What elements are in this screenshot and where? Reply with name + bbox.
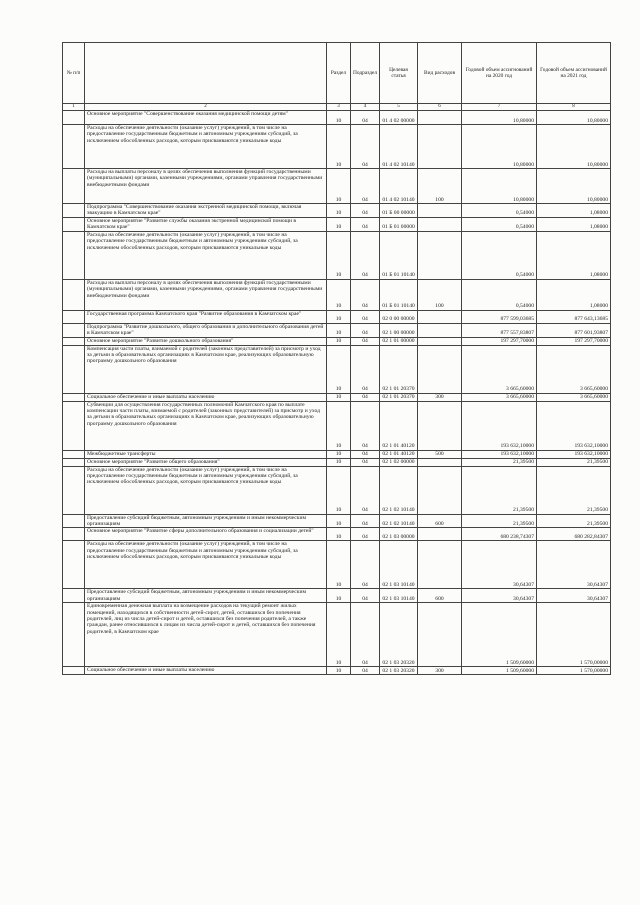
row-amount-2020-cell: 21,39500 — [462, 514, 537, 528]
row-name-cell: Государственная программа Камчатского края "Развитие образования в Камчатском крае" — [85, 310, 327, 323]
row-csr-cell: 02 1 01 40120 — [380, 450, 418, 458]
row-amount-2021-cell: 877 643,13685 — [537, 310, 611, 323]
row-amount-2020-cell: 193 632,10000 — [462, 450, 537, 458]
row-name-cell: Основное мероприятие "Развитие сферы дополнительного образования и социализации детей" — [85, 528, 327, 541]
table-row — [63, 231, 611, 279]
row-podrazdel-cell: 04 — [351, 204, 380, 218]
row-name-cell: Предоставление субсидий бюджетным, автономным учреждениям и иным некоммерческим организациям — [85, 589, 327, 603]
row-csr-cell: 01 Б 00 00000 — [380, 204, 418, 218]
row-amount-2020-cell: 0,54000 — [462, 279, 537, 310]
row-podrazdel-cell: 04 — [351, 345, 380, 393]
row-csr-cell: 02 1 03 20320 — [380, 667, 418, 675]
row-amount-2020-cell: 21,39500 — [462, 466, 537, 514]
row-csr-cell: 02 1 03 10140 — [380, 589, 418, 603]
row-podrazdel-cell: 04 — [351, 528, 380, 541]
row-razdel-cell: 10 — [327, 204, 351, 218]
row-amount-2020-cell: 193 632,10000 — [462, 401, 537, 450]
row-vr-cell — [418, 401, 462, 450]
row-num-cell — [63, 450, 85, 458]
row-name-cell: Расходы на выплаты персоналу в целях обеспечения выполнения функций государственными (муниципальными) органами, казенными учреждениями, органами управления государственными внебюджетными фондами — [85, 279, 327, 310]
row-amount-2021-cell: 30,64307 — [537, 541, 611, 589]
row-razdel-cell: 10 — [327, 401, 351, 450]
row-amount-2021-cell: 1,08000 — [537, 231, 611, 279]
row-amount-2020-cell: 10,80000 — [462, 169, 537, 204]
row-name-cell: Субвенции для осуществления государственных полномочий Камчатского края по выплате компенсации части платы, взимаемой с родителей (законных представителей) за присмотр и уход за детьми в образовательных организациях в Камчатском крае, реализующих образовательную программу дошкольного образования — [85, 401, 327, 450]
row-razdel-cell: 10 — [327, 337, 351, 345]
row-num-cell — [63, 393, 85, 401]
header-year-2020: Годовой объем ассигнований на 2020 год — [462, 43, 537, 104]
row-podrazdel-cell: 04 — [351, 125, 380, 169]
row-amount-2021-cell: 1,08000 — [537, 204, 611, 218]
row-num-cell — [63, 345, 85, 393]
row-amount-2021-cell: 21,39500 — [537, 458, 611, 466]
col-number: 4 — [351, 104, 380, 111]
row-num-cell — [63, 589, 85, 603]
row-vr-cell: 300 — [418, 393, 462, 401]
row-amount-2021-cell: 21,39500 — [537, 514, 611, 528]
row-razdel-cell: 10 — [327, 450, 351, 458]
row-vr-cell: 100 — [418, 169, 462, 204]
row-csr-cell: 02 1 02 10140 — [380, 466, 418, 514]
row-amount-2020-cell: 21,39500 — [462, 458, 537, 466]
col-number: 8 — [537, 104, 611, 111]
row-csr-cell: 02 1 01 20370 — [380, 393, 418, 401]
row-razdel-cell: 10 — [327, 541, 351, 589]
row-name-cell: Основное мероприятие "Развитие общего образования" — [85, 458, 327, 466]
row-name-cell: Расходы на выплаты персоналу в целях обеспечения выполнения функций государственными (муниципальными) органами, казенными учреждениями, органами управления государственными внебюджетными фондами — [85, 169, 327, 204]
row-vr-cell — [418, 603, 462, 667]
row-amount-2020-cell: 30,64307 — [462, 589, 537, 603]
row-name-cell: Подпрограмма "Совершенствование оказания экстренной медицинской помощи, включая эвакуацию в Камчатском крае" — [85, 204, 327, 218]
row-podrazdel-cell: 04 — [351, 310, 380, 323]
row-amount-2020-cell: 0,54000 — [462, 204, 537, 218]
row-csr-cell: 02 1 00 00000 — [380, 323, 418, 337]
row-num-cell — [63, 466, 85, 514]
row-name-cell: Расходы на обеспечение деятельности (оказание услуг) учреждений, в том числе на предоставление государственным бюджетным и автономным учреждениям субсидий, за исключением обособленных расходов, которым присваиваются уникальные коды — [85, 125, 327, 169]
row-csr-cell: 02 1 02 10140 — [380, 514, 418, 528]
row-num-cell — [63, 458, 85, 466]
row-amount-2021-cell: 10,80000 — [537, 169, 611, 204]
row-name-cell: Подпрограмма "Развитие дошкольного, общего образования и дополнительного образования детей в Камчатском крае" — [85, 323, 327, 337]
row-vr-cell — [418, 528, 462, 541]
row-amount-2021-cell: 193 632,10000 — [537, 401, 611, 450]
row-amount-2021-cell: 1 570,00000 — [537, 667, 611, 675]
row-vr-cell: 600 — [418, 514, 462, 528]
row-amount-2020-cell: 877 557,83807 — [462, 323, 537, 337]
row-podrazdel-cell: 04 — [351, 217, 380, 231]
row-razdel-cell: 10 — [327, 466, 351, 514]
table-row — [63, 450, 611, 458]
row-csr-cell: 01 Б 01 10140 — [380, 231, 418, 279]
row-vr-cell: 100 — [418, 279, 462, 310]
row-podrazdel-cell: 04 — [351, 541, 380, 589]
row-amount-2021-cell: 1,08000 — [537, 279, 611, 310]
row-vr-cell: 500 — [418, 450, 462, 458]
row-amount-2021-cell: 197 297,70000 — [537, 337, 611, 345]
table-row — [63, 393, 611, 401]
row-podrazdel-cell: 04 — [351, 589, 380, 603]
row-csr-cell: 02 1 01 40120 — [380, 401, 418, 450]
budget-table — [62, 42, 611, 675]
column-number-row — [63, 104, 611, 111]
row-amount-2020-cell: 0,54000 — [462, 217, 537, 231]
row-num-cell — [63, 310, 85, 323]
row-csr-cell: 02 1 01 20370 — [380, 345, 418, 393]
header-year-2021: Годовой объем ассигнований на 2021 год — [537, 43, 611, 104]
row-podrazdel-cell: 04 — [351, 279, 380, 310]
col-number: 1 — [63, 104, 85, 111]
table-row — [63, 589, 611, 603]
table-row — [63, 603, 611, 667]
row-num-cell — [63, 514, 85, 528]
row-podrazdel-cell: 04 — [351, 231, 380, 279]
row-vr-cell — [418, 466, 462, 514]
header-num: № п/п — [63, 43, 85, 104]
row-vr-cell — [418, 323, 462, 337]
row-podrazdel-cell: 04 — [351, 401, 380, 450]
row-razdel-cell: 10 — [327, 231, 351, 279]
row-vr-cell — [418, 231, 462, 279]
row-vr-cell — [418, 458, 462, 466]
row-vr-cell — [418, 345, 462, 393]
row-amount-2020-cell: 1 509,60000 — [462, 603, 537, 667]
table-row — [63, 401, 611, 450]
table-row — [63, 667, 611, 675]
row-name-cell: Компенсация части платы, взимаемой с родителей (законных представителей) за присмотр и уход за детьми в образовательных организациях в Камчатском крае, реализующих образовательную программу дошкольного образования — [85, 345, 327, 393]
table-row — [63, 345, 611, 393]
row-razdel-cell: 10 — [327, 279, 351, 310]
row-amount-2021-cell: 21,39500 — [537, 466, 611, 514]
row-razdel-cell: 10 — [327, 125, 351, 169]
table-row — [63, 466, 611, 514]
row-razdel-cell: 10 — [327, 393, 351, 401]
row-vr-cell — [418, 541, 462, 589]
row-name-cell: Основное мероприятие "Развитие дошкольного образования" — [85, 337, 327, 345]
row-vr-cell — [418, 204, 462, 218]
row-amount-2021-cell: 10,80000 — [537, 125, 611, 169]
row-num-cell — [63, 204, 85, 218]
row-num-cell — [63, 279, 85, 310]
row-podrazdel-cell: 04 — [351, 603, 380, 667]
row-amount-2020-cell: 30,64307 — [462, 541, 537, 589]
row-amount-2021-cell: 30,64307 — [537, 589, 611, 603]
row-name-cell: Социальное обеспечение и иные выплаты населению — [85, 667, 327, 675]
header-razdel: Раздел — [327, 43, 351, 104]
row-razdel-cell: 10 — [327, 458, 351, 466]
row-razdel-cell: 10 — [327, 345, 351, 393]
row-name-cell: Межбюджетные трансферты — [85, 450, 327, 458]
row-razdel-cell: 10 — [327, 217, 351, 231]
row-name-cell: Основное мероприятие "Развитие службы оказания экстренной медицинской помощи в Камчатском крае" — [85, 217, 327, 231]
table-row — [63, 125, 611, 169]
row-num-cell — [63, 217, 85, 231]
row-vr-cell: 300 — [418, 667, 462, 675]
col-number: 2 — [85, 104, 327, 111]
row-podrazdel-cell: 04 — [351, 466, 380, 514]
row-name-cell: Предоставление субсидий бюджетным, автономным учреждениям и иным некоммерческим организациям — [85, 514, 327, 528]
row-vr-cell — [418, 111, 462, 125]
table-row — [63, 204, 611, 218]
table-row — [63, 514, 611, 528]
row-vr-cell: 600 — [418, 589, 462, 603]
row-name-cell: Расходы на обеспечение деятельности (оказание услуг) учреждений, в том числе на предоставление государственным бюджетным и автономным учреждениям субсидий, за исключением обособленных расходов, которым присваиваются уникальные коды — [85, 466, 327, 514]
row-num-cell — [63, 401, 85, 450]
row-num-cell — [63, 231, 85, 279]
row-csr-cell: 02 1 01 00000 — [380, 337, 418, 345]
row-csr-cell: 02 1 03 00000 — [380, 528, 418, 541]
row-amount-2021-cell: 1 570,00000 — [537, 603, 611, 667]
row-num-cell — [63, 603, 85, 667]
row-podrazdel-cell: 04 — [351, 393, 380, 401]
row-vr-cell — [418, 310, 462, 323]
row-razdel-cell: 10 — [327, 528, 351, 541]
header-name — [85, 43, 327, 104]
row-csr-cell: 01 4 02 00000 — [380, 111, 418, 125]
row-razdel-cell: 10 — [327, 667, 351, 675]
table-row — [63, 310, 611, 323]
row-amount-2020-cell: 877 599,03685 — [462, 310, 537, 323]
row-podrazdel-cell: 04 — [351, 450, 380, 458]
row-amount-2020-cell: 10,80000 — [462, 125, 537, 169]
row-csr-cell: 01 Б 01 10140 — [380, 279, 418, 310]
header-row — [63, 43, 611, 104]
row-amount-2021-cell: 10,80000 — [537, 111, 611, 125]
row-amount-2021-cell: 3 665,60000 — [537, 393, 611, 401]
row-podrazdel-cell: 04 — [351, 458, 380, 466]
row-amount-2021-cell: 877 601,93807 — [537, 323, 611, 337]
row-name-cell: Социальное обеспечение и иные выплаты населению — [85, 393, 327, 401]
table-row — [63, 337, 611, 345]
row-podrazdel-cell: 04 — [351, 323, 380, 337]
row-vr-cell — [418, 217, 462, 231]
row-podrazdel-cell: 04 — [351, 667, 380, 675]
row-podrazdel-cell: 04 — [351, 514, 380, 528]
row-csr-cell: 02 0 00 00000 — [380, 310, 418, 323]
row-amount-2020-cell: 1 509,60000 — [462, 667, 537, 675]
col-number: 3 — [327, 104, 351, 111]
table-row — [63, 541, 611, 589]
row-amount-2021-cell: 1,08000 — [537, 217, 611, 231]
table-row — [63, 217, 611, 231]
table-row — [63, 528, 611, 541]
row-name-cell: Единовременная денежная выплата на возмещение расходов на текущий ремонт жилых помещений, находящихся в собственности детей-сирот, детей, оставшихся без попечения родителей, лиц из числа детей-сирот и детей, оставшихся без попечения родителей, а также граждан, ранее относившихся к лицам из числа детей-сирот и детей, оставшихся без попечения родителей, в Камчатском крае — [85, 603, 327, 667]
row-razdel-cell: 10 — [327, 323, 351, 337]
row-amount-2020-cell: 3 665,60000 — [462, 393, 537, 401]
row-amount-2021-cell: 193 632,10000 — [537, 450, 611, 458]
row-amount-2020-cell: 3 665,60000 — [462, 345, 537, 393]
row-vr-cell — [418, 337, 462, 345]
col-number: 5 — [380, 104, 418, 111]
row-num-cell — [63, 541, 85, 589]
table-body — [63, 111, 611, 675]
table-row — [63, 323, 611, 337]
row-podrazdel-cell: 04 — [351, 169, 380, 204]
row-name-cell: Расходы на обеспечение деятельности (оказание услуг) учреждений, в том числе на предоставление государственным бюджетным и автономным учреждениям субсидий, за исключением обособленных расходов, которым присваиваются уникальные коды — [85, 231, 327, 279]
header-podrazdel: Подраздел — [351, 43, 380, 104]
table-row — [63, 279, 611, 310]
header-vr: Вид расходов — [418, 43, 462, 104]
row-razdel-cell: 10 — [327, 111, 351, 125]
table-row — [63, 169, 611, 204]
col-number: 7 — [462, 104, 537, 111]
row-csr-cell: 01 Б 01 00000 — [380, 217, 418, 231]
row-num-cell — [63, 169, 85, 204]
row-name-cell: Основное мероприятие "Совершенствование оказания медицинской помощи детям" — [85, 111, 327, 125]
row-num-cell — [63, 125, 85, 169]
row-num-cell — [63, 528, 85, 541]
row-num-cell — [63, 111, 85, 125]
row-csr-cell: 02 1 02 00000 — [380, 458, 418, 466]
row-csr-cell: 02 1 03 20320 — [380, 603, 418, 667]
row-name-cell: Расходы на обеспечение деятельности (оказание услуг) учреждений, в том числе на предоставление государственным бюджетным и автономным учреждениям субсидий, за исключением обособленных расходов, которым присваиваются уникальные коды — [85, 541, 327, 589]
row-razdel-cell: 10 — [327, 310, 351, 323]
row-amount-2020-cell: 680 238,74307 — [462, 528, 537, 541]
row-razdel-cell: 10 — [327, 589, 351, 603]
row-csr-cell: 02 1 03 10140 — [380, 541, 418, 589]
row-csr-cell: 01 4 02 10140 — [380, 125, 418, 169]
row-num-cell — [63, 667, 85, 675]
row-razdel-cell: 10 — [327, 514, 351, 528]
row-amount-2020-cell: 0,54000 — [462, 231, 537, 279]
row-razdel-cell: 10 — [327, 169, 351, 204]
col-number: 6 — [418, 104, 462, 111]
row-podrazdel-cell: 04 — [351, 337, 380, 345]
row-amount-2020-cell: 197 297,70000 — [462, 337, 537, 345]
row-podrazdel-cell: 04 — [351, 111, 380, 125]
row-amount-2020-cell: 10,80000 — [462, 111, 537, 125]
row-num-cell — [63, 337, 85, 345]
table-row — [63, 111, 611, 125]
row-razdel-cell: 10 — [327, 603, 351, 667]
row-amount-2021-cell: 680 282,84307 — [537, 528, 611, 541]
header-csr: Целевая статья — [380, 43, 418, 104]
row-amount-2021-cell: 3 665,60000 — [537, 345, 611, 393]
row-csr-cell: 01 4 02 10140 — [380, 169, 418, 204]
table-row — [63, 458, 611, 466]
row-vr-cell — [418, 125, 462, 169]
row-num-cell — [63, 323, 85, 337]
